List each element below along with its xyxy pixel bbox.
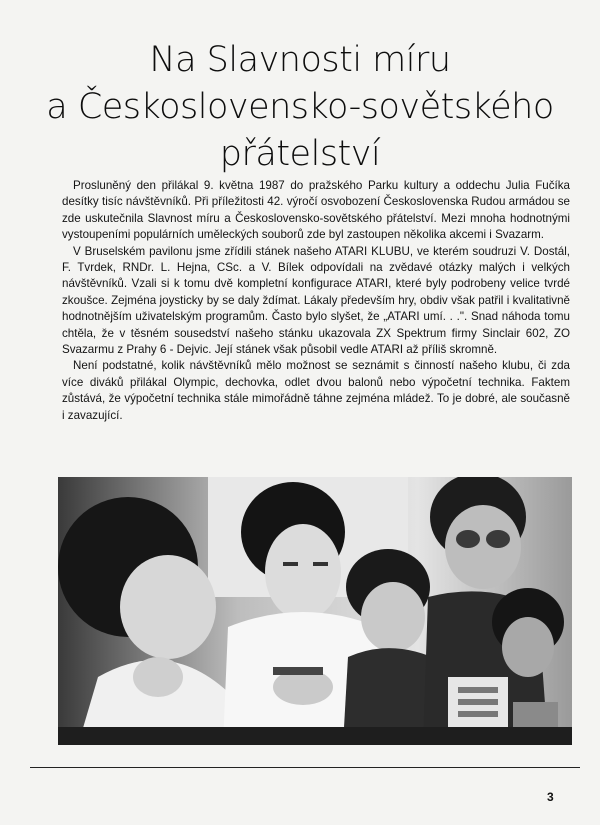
article-title	[30, 37, 570, 178]
photo-children-at-computer	[58, 477, 572, 745]
paragraph-3: Není podstatné, kolik návštěvníků mělo možnost se seznámit s činností našeho klubu, či zda více diváků přilákal Olympic, dechovka, odlet dvou balonů nebo výpočetní technika. Faktem zůstává, že výpočetní technika stále mimořádně táhne zejména mládež. To je dobré, ale současně i zavazující.	[62, 359, 570, 422]
title-line-2: a Československo-sovětského	[46, 87, 554, 128]
title-line-1: Na Slavnosti míru	[149, 40, 451, 81]
article-photo	[58, 477, 572, 745]
bottom-rule	[30, 767, 580, 768]
paragraph-2: V Bruselském pavilonu jsme zřídili stánek našeho ATARI KLUBU, ve kterém soudruzi V. Dostál, F. Tvrdek, RNDr. L. Hejna, CSc. a V. Bílek odpovídali na zvědavé otázky malých i velkých návštěvníků. Vzali si k tomu dvě kompletní konfigurace ATARI, které byly podrobeny velice tvrdé zkoušce. Zejména joysticky by se daly ždímat. Lákaly především hry, obdiv však patřil i kvalitativně hodnotnějším uživatelským programům. Často bylo slyšet, že „ATARI umí. . .". Snad náhoda tomu chtěla, že v těsném sousedství našeho stánku ukazovala ZX Spektrum firmy Sinclair 602, ZO Svazarmu z Prahy 6 - Dejvic. Její stánek však působil vedle ATARI až příliš skromně.	[62, 244, 570, 357]
paragraph-1: Prosluněný den přilákal 9. května 1987 do pražského Parku kultury a oddechu Julia Fučíka desítky tisíc návštěvníků. Při příležitosti 42. výročí osvobození Československa Rudou armádou se zde uskutečnila Slavnost míru a Československo-sovětského přátelství. Mezi mnoha hodnotnými vystoupeními populárních uměleckých souborů zde byl zastoupen několika akcemi i Svazarm.	[62, 179, 570, 242]
title-line-3: přátelství	[219, 134, 381, 175]
article-body	[62, 178, 570, 424]
page-number: 3	[547, 790, 554, 804]
